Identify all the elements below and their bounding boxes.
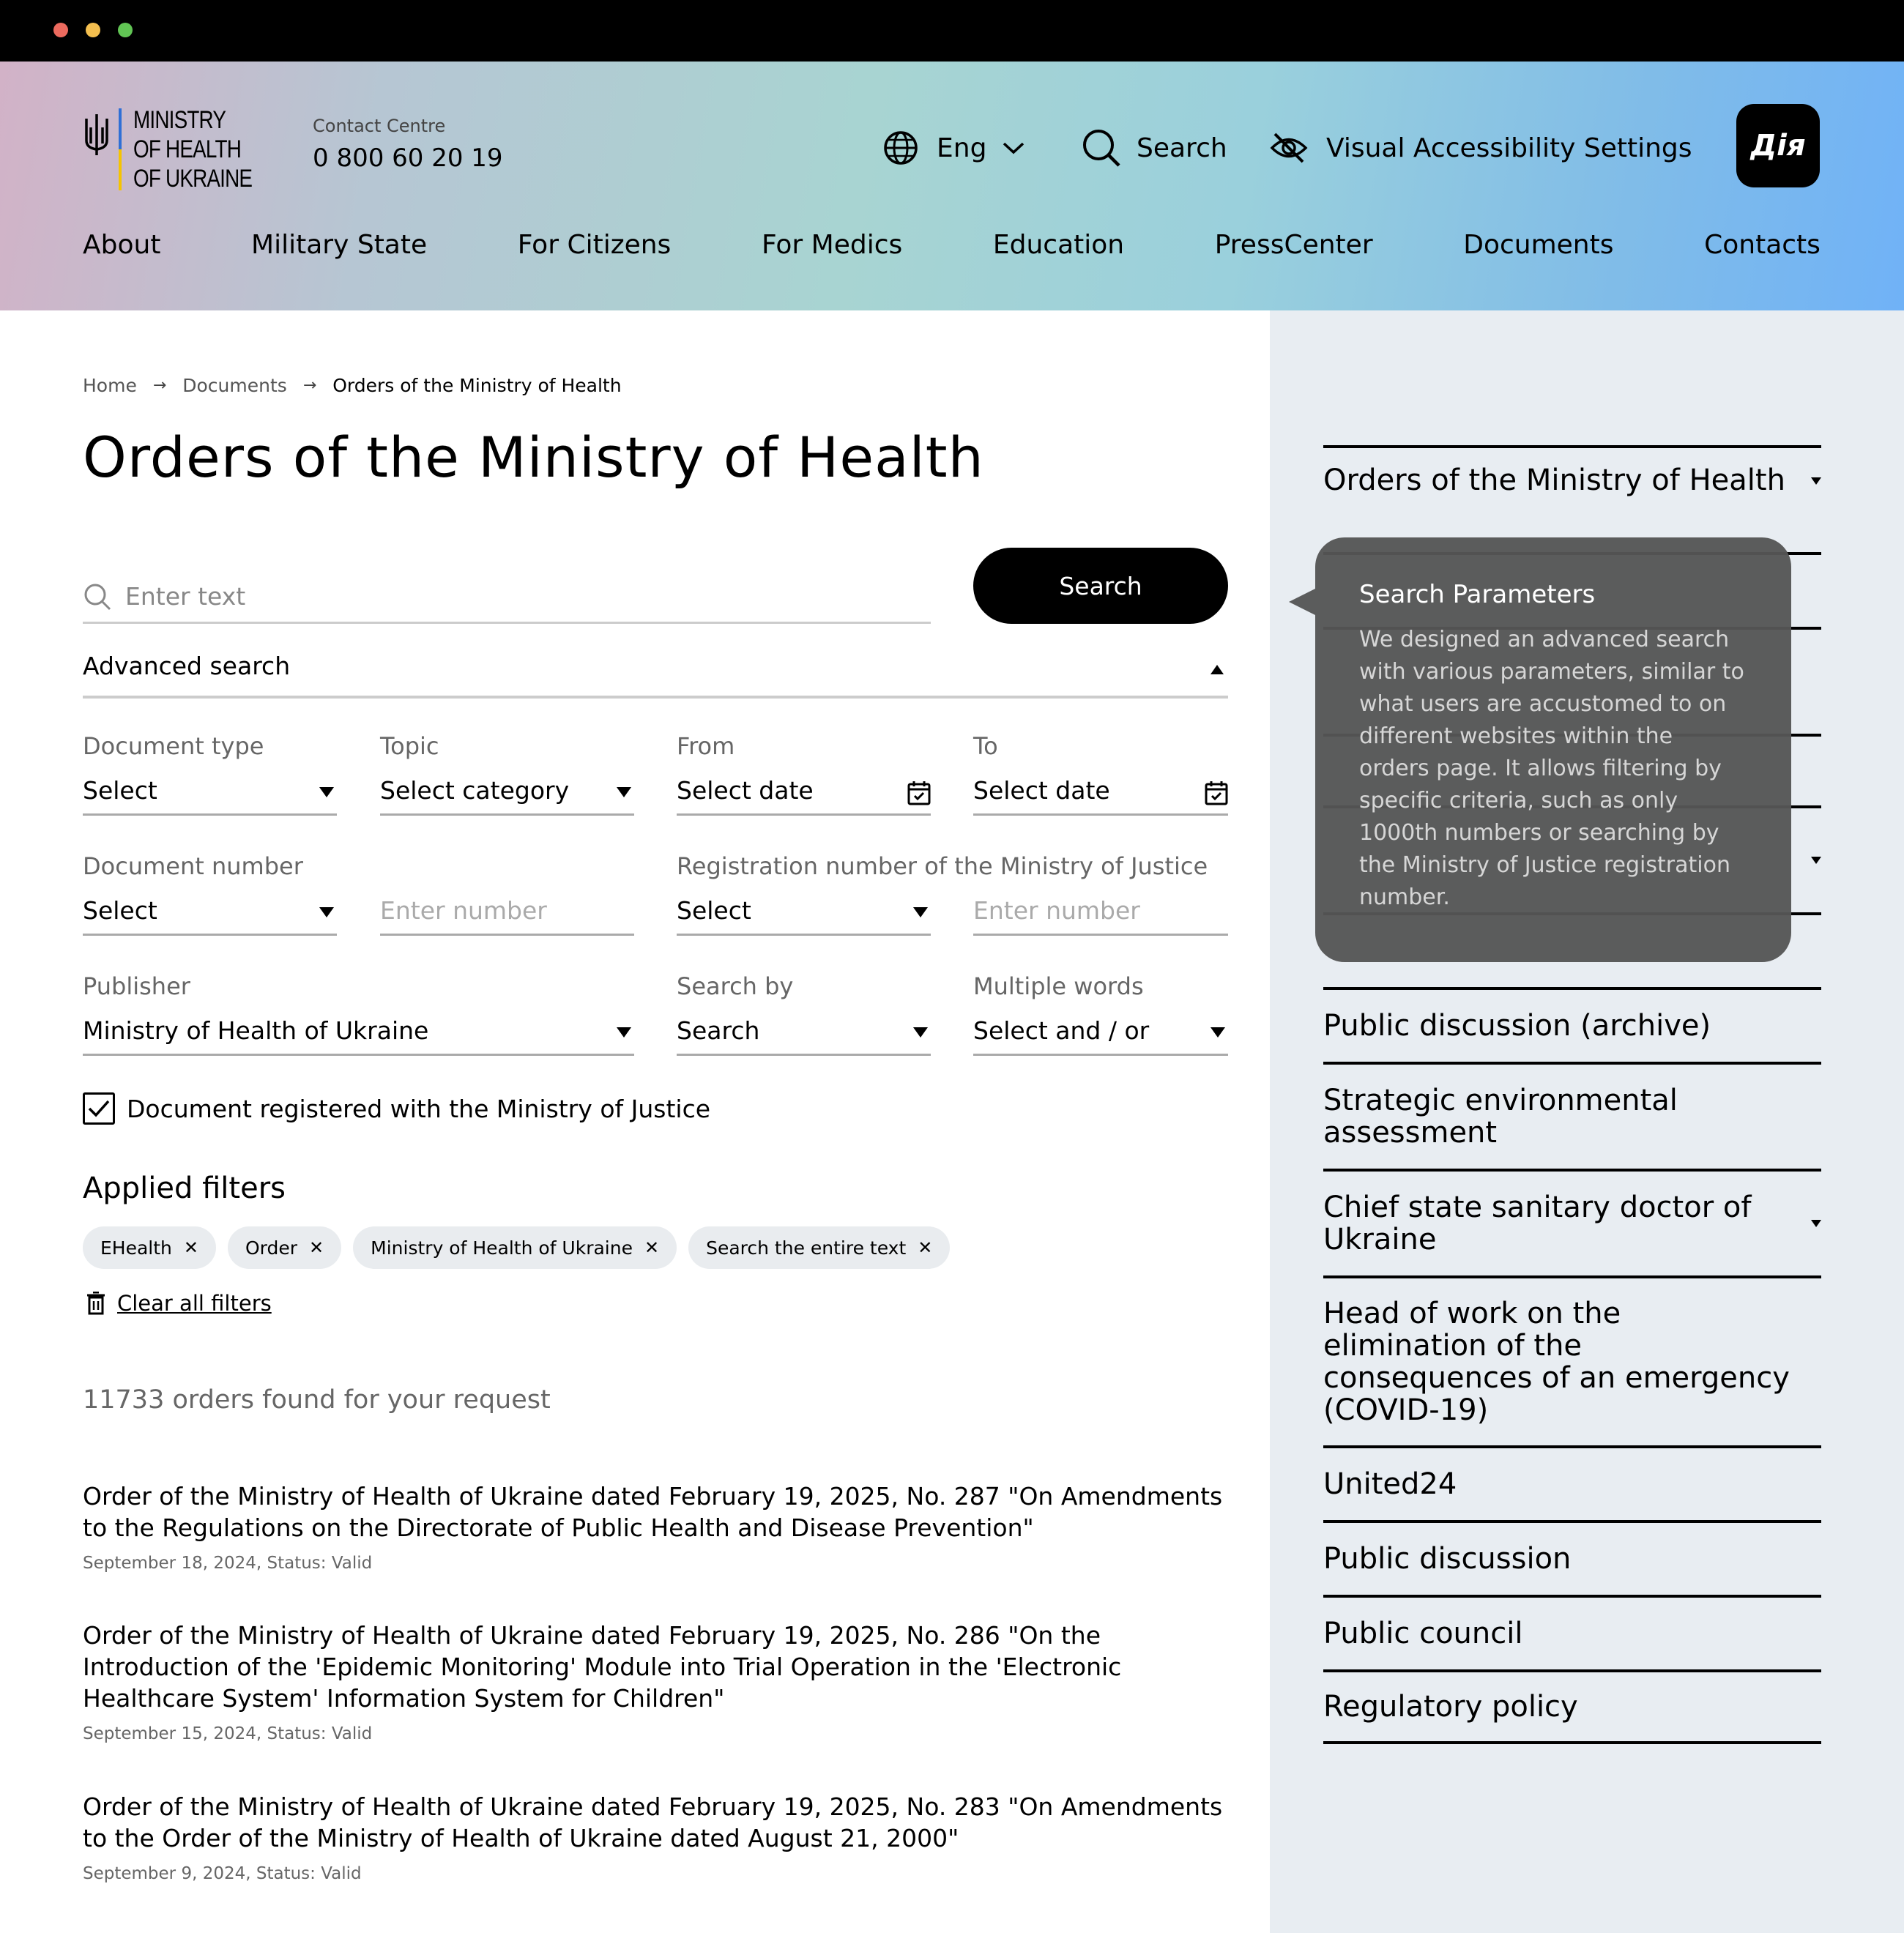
site-header xyxy=(0,62,1904,310)
search-button[interactable]: Search xyxy=(973,548,1228,624)
chip-label: EHealth xyxy=(100,1237,172,1259)
date-value: Select date xyxy=(677,776,814,805)
caret-down-icon xyxy=(319,787,334,797)
publisher-field xyxy=(83,972,634,1045)
filter-chip[interactable] xyxy=(353,1226,677,1269)
sidebar-item-united24[interactable] xyxy=(1323,1445,1821,1520)
select-value: Select xyxy=(83,776,157,805)
document-type-field xyxy=(83,732,337,805)
search-field xyxy=(83,571,931,624)
breadcrumb xyxy=(83,375,622,396)
language-label: Eng xyxy=(937,133,987,163)
chevron-down-icon xyxy=(1811,857,1821,864)
nav-about[interactable]: About xyxy=(83,230,161,260)
multiple-words-select[interactable] xyxy=(973,1008,1228,1056)
search-parameters-tooltip xyxy=(1315,537,1791,962)
accessibility-settings-button[interactable] xyxy=(1269,126,1692,170)
minimize-window-button[interactable] xyxy=(86,23,100,37)
sidebar-item-label: Regulatory policy xyxy=(1323,1690,1578,1724)
arrow-right-icon: → xyxy=(302,376,317,395)
chevron-down-icon xyxy=(1811,477,1821,485)
contact-label: Contact Centre xyxy=(313,116,446,136)
sidebar-item-label: Orders of the Ministry of Health xyxy=(1323,463,1785,497)
caret-down-icon xyxy=(617,787,631,797)
applied-filters-title: Applied filters xyxy=(83,1172,286,1205)
document-number-select[interactable] xyxy=(83,887,337,936)
chip-label: Search the entire text xyxy=(706,1237,907,1259)
trident-icon xyxy=(82,113,111,157)
logo-flag-bar xyxy=(119,108,122,190)
contact-phone[interactable]: 0 800 60 20 19 xyxy=(313,144,503,173)
globe-icon xyxy=(882,130,919,166)
result-title-link[interactable]: Order of the Ministry of Health of Ukraine dated February 19, 2025, No. 286 "On the Introduction of the 'Epidemic Monitoring' Module into Trial Operation in the 'Electronic Healthcare System' Information System for Children" xyxy=(83,1621,1122,1713)
logo-text xyxy=(133,105,252,193)
sidebar-item-strategic-assessment[interactable] xyxy=(1323,1062,1821,1169)
diia-button[interactable]: Дія xyxy=(1736,104,1820,187)
select-value: Search xyxy=(677,1016,760,1045)
filter-chip[interactable] xyxy=(228,1226,341,1269)
caret-down-icon xyxy=(617,1027,631,1038)
result-item xyxy=(83,1791,1232,1883)
select-value: Select xyxy=(677,896,751,925)
nav-documents[interactable]: Documents xyxy=(1463,230,1614,260)
sidebar-item-chief-sanitary-doctor[interactable] xyxy=(1323,1169,1821,1275)
search-by-field xyxy=(677,972,931,1045)
search-by-select[interactable] xyxy=(677,1008,931,1056)
chevron-up-icon xyxy=(1211,665,1224,674)
sidebar-item-label: Head of work on the elimination of the consequences of an emergency (COVID-19) xyxy=(1323,1297,1790,1427)
checkbox-label: Document registered with the Ministry of Justice xyxy=(127,1094,711,1123)
result-item xyxy=(83,1481,1232,1573)
sidebar-item-label: Public council xyxy=(1323,1617,1523,1650)
sidebar-item-label: Strategic environmental assessment xyxy=(1323,1084,1678,1150)
sidebar-item-public-council[interactable] xyxy=(1323,1595,1821,1669)
results-count: 11733 orders found for your request xyxy=(83,1385,551,1415)
field-label: To xyxy=(973,732,998,760)
result-meta: September 9, 2024, Status: Valid xyxy=(83,1864,362,1883)
sidebar-item-label: Public discussion xyxy=(1323,1542,1572,1576)
search-icon xyxy=(83,582,112,611)
to-date-picker[interactable] xyxy=(973,767,1228,816)
result-item xyxy=(83,1620,1232,1743)
sidebar-item-public-discussion-archive[interactable] xyxy=(1323,987,1821,1062)
caret-down-icon xyxy=(913,907,928,917)
maximize-window-button[interactable] xyxy=(118,23,133,37)
checkmark-icon xyxy=(87,1098,111,1119)
field-label: Registration number of the Ministry of Justice xyxy=(677,852,1208,880)
breadcrumb-home[interactable]: Home xyxy=(83,375,137,396)
registration-number-field xyxy=(677,852,1228,925)
topic-select[interactable] xyxy=(380,767,634,816)
sidebar-item-label: United24 xyxy=(1323,1467,1457,1501)
document-number-field xyxy=(83,852,337,925)
eye-slash-icon xyxy=(1269,128,1309,168)
result-meta: September 15, 2024, Status: Valid xyxy=(83,1724,373,1743)
applied-filter-chips xyxy=(83,1226,962,1269)
advanced-search-toggle[interactable] xyxy=(83,652,1228,699)
advanced-search-label: Advanced search xyxy=(83,652,291,680)
header-search-label: Search xyxy=(1137,133,1227,163)
registration-number-input[interactable]: Enter number xyxy=(973,887,1228,936)
page-title: Orders of the Ministry of Health xyxy=(83,425,984,490)
topic-field xyxy=(380,732,634,805)
field-label: Multiple words xyxy=(973,972,1144,1000)
select-value: Select category xyxy=(380,776,570,805)
field-label: Document number xyxy=(83,852,303,880)
chip-label: Order xyxy=(245,1237,298,1259)
filter-chip[interactable] xyxy=(83,1226,216,1269)
clear-all-filters-label: Clear all filters xyxy=(117,1291,272,1316)
field-label: From xyxy=(677,732,735,760)
close-icon[interactable]: ✕ xyxy=(918,1237,933,1258)
caret-down-icon xyxy=(319,907,334,917)
field-label: Search by xyxy=(677,972,794,1000)
caret-down-icon xyxy=(913,1027,928,1038)
nav-contacts[interactable]: Contacts xyxy=(1704,230,1821,260)
document-number-input[interactable]: Enter number xyxy=(380,887,634,936)
ministry-of-justice-checkbox[interactable] xyxy=(83,1092,115,1125)
nav-education[interactable]: Education xyxy=(992,230,1125,260)
chip-label: Ministry of Health of Ukraine xyxy=(371,1237,633,1259)
field-label: Publisher xyxy=(83,972,190,1000)
caret-down-icon xyxy=(1211,1027,1225,1038)
trash-icon xyxy=(86,1292,105,1315)
to-date-field xyxy=(973,732,1228,805)
close-window-button[interactable] xyxy=(53,23,68,37)
logo-line-2: OF HEALTH xyxy=(133,135,242,163)
result-title-link[interactable]: Order of the Ministry of Health of Ukraine dated February 19, 2025, No. 287 "On Amendments to the Regulations on the Directorate of Public Health and Disease Prevention" xyxy=(83,1482,1223,1542)
calendar-icon xyxy=(907,781,931,805)
breadcrumb-current: Orders of the Ministry of Health xyxy=(332,375,622,396)
ministry-logo[interactable] xyxy=(82,105,253,193)
multiple-words-field xyxy=(973,972,1228,1045)
publisher-select[interactable] xyxy=(83,1008,634,1056)
sidebar-item-orders[interactable] xyxy=(1323,445,1821,552)
search-icon xyxy=(1081,127,1122,168)
accessibility-label: Visual Accessibility Settings xyxy=(1326,133,1692,163)
header-search-button[interactable] xyxy=(1081,126,1227,170)
clear-all-filters-link[interactable] xyxy=(86,1291,272,1316)
result-meta: September 18, 2024, Status: Valid xyxy=(83,1554,373,1573)
select-value: Select xyxy=(83,896,157,925)
nav-presscenter[interactable]: PressCenter xyxy=(1214,230,1373,260)
filter-chip[interactable] xyxy=(688,1226,950,1269)
contact-centre xyxy=(313,116,503,173)
select-value: Select and / or xyxy=(973,1016,1150,1045)
field-label: Topic xyxy=(380,732,439,760)
arrow-right-icon: → xyxy=(152,376,167,395)
calendar-icon xyxy=(1205,781,1228,805)
field-label: Document type xyxy=(83,732,264,760)
date-value: Select date xyxy=(973,776,1110,805)
tooltip-title: Search Parameters xyxy=(1359,580,1596,609)
logo-line-3: OF UKRAINE xyxy=(133,165,253,193)
from-date-picker[interactable] xyxy=(677,767,931,816)
window-titlebar xyxy=(0,0,1904,62)
chevron-down-icon xyxy=(1001,141,1026,155)
sidebar-item-label: Public discussion (archive) xyxy=(1323,1009,1711,1043)
close-icon[interactable]: ✕ xyxy=(644,1237,660,1258)
sidebar-item-covid-head[interactable] xyxy=(1323,1275,1821,1445)
sidebar-item-public-discussion[interactable] xyxy=(1323,1520,1821,1595)
sidebar-item-label: Chief state sanitary doctor of Ukraine xyxy=(1323,1191,1752,1256)
from-date-field xyxy=(677,732,931,805)
document-type-select[interactable] xyxy=(83,767,337,816)
close-icon[interactable]: ✕ xyxy=(309,1237,324,1258)
nav-for-citizens[interactable]: For Citizens xyxy=(517,230,672,260)
main-navigation xyxy=(83,230,1821,260)
sidebar-item-regulatory-policy[interactable] xyxy=(1323,1669,1821,1744)
select-value: Ministry of Health of Ukraine xyxy=(83,1016,429,1045)
nav-military-state[interactable]: Military State xyxy=(251,230,428,260)
breadcrumb-documents[interactable]: Documents xyxy=(182,375,287,396)
registration-number-select[interactable] xyxy=(677,887,931,936)
chevron-down-icon xyxy=(1811,1220,1821,1227)
ministry-of-justice-checkbox-row[interactable] xyxy=(83,1092,710,1125)
close-icon[interactable]: ✕ xyxy=(183,1237,198,1258)
tooltip-body: We designed an advanced search with various parameters, similar to what users are accustomed to on different websites within the orders page. It allows filtering by specific criteria, such as only 1000th numbers or searching by the Ministry of Justice registration number. xyxy=(1359,627,1744,910)
logo-line-1: MINISTRY xyxy=(133,106,226,134)
nav-for-medics[interactable]: For Medics xyxy=(761,230,903,260)
language-selector[interactable] xyxy=(882,126,1026,170)
search-input[interactable] xyxy=(125,582,858,611)
result-title-link[interactable]: Order of the Ministry of Health of Ukraine dated February 19, 2025, No. 283 "On Amendments to the Order of the Ministry of Health of Ukraine dated August 21, 2000" xyxy=(83,1792,1223,1852)
